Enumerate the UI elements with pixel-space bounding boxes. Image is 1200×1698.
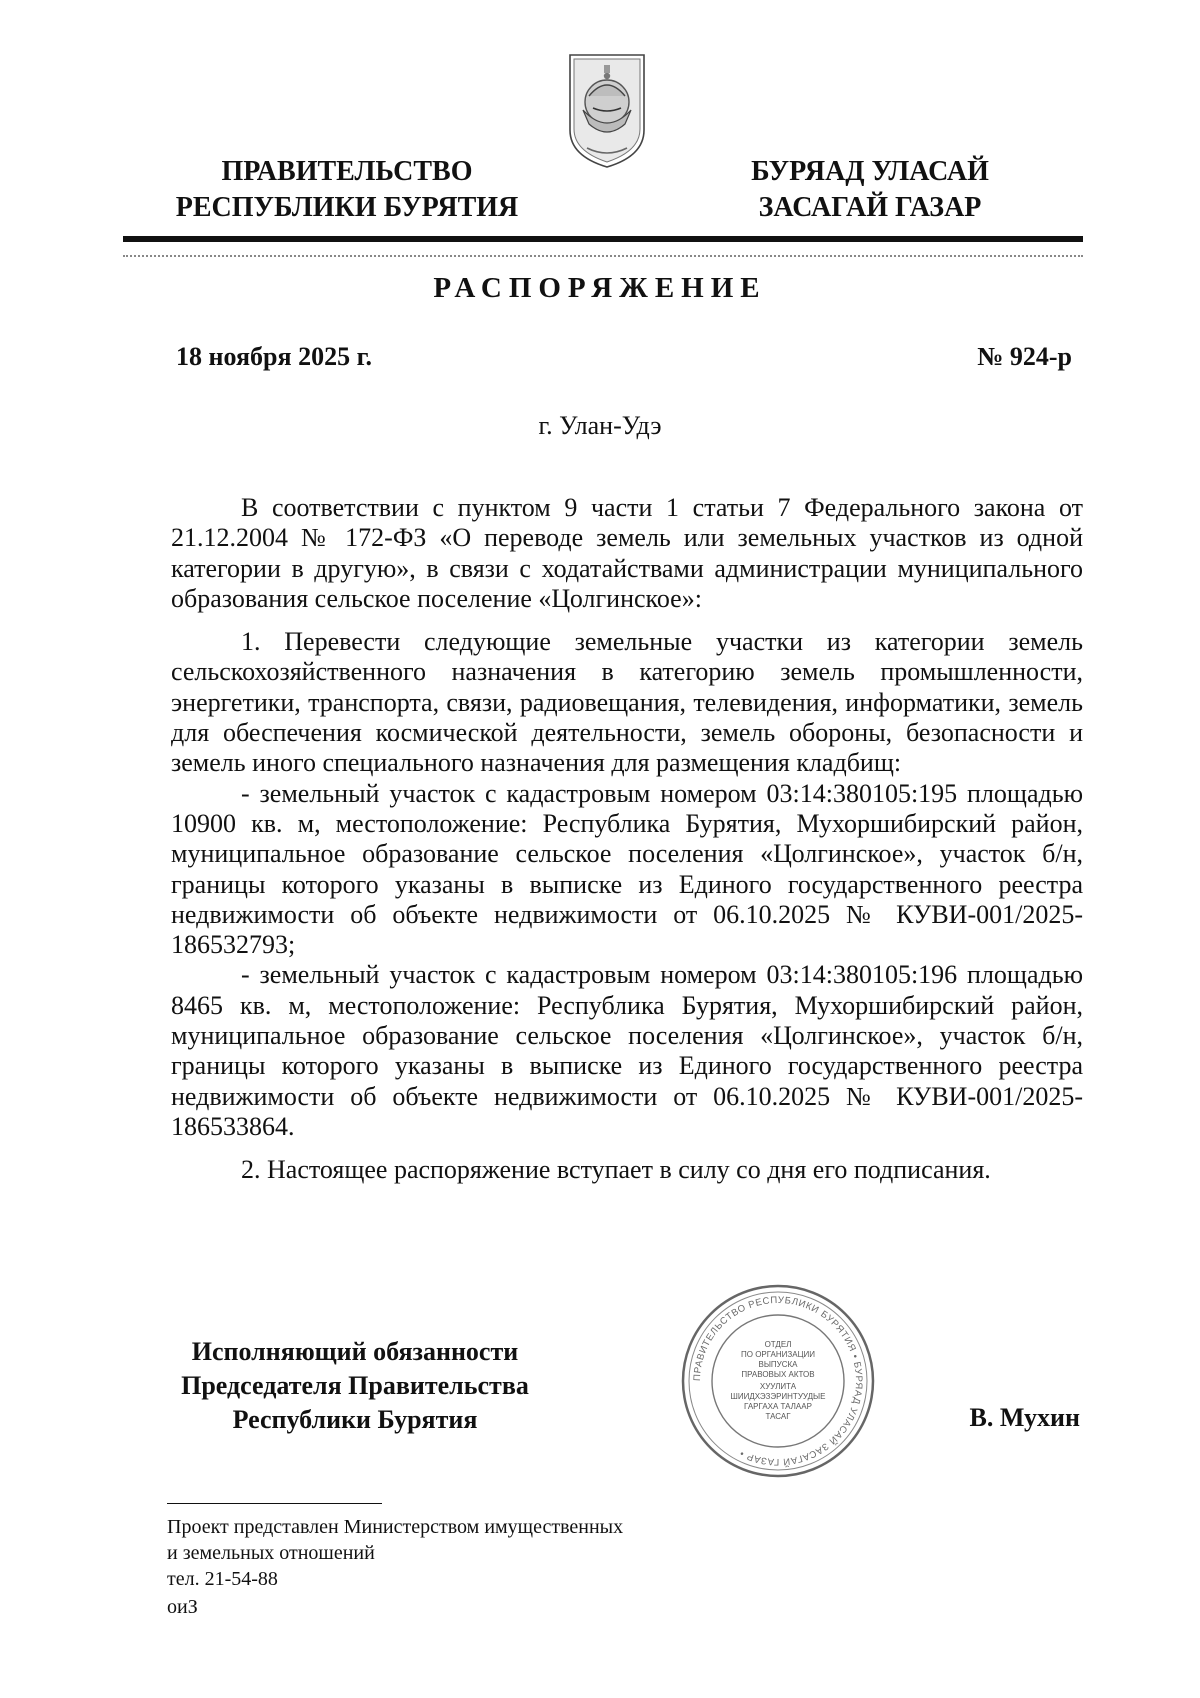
document-city: г. Улан-Удэ [538, 411, 662, 440]
seal-center-line: ПО ОРГАНИЗАЦИИ [741, 1350, 815, 1359]
seal-center-line: ГАРГАХА ТАЛААР [744, 1402, 812, 1411]
signatory-position-line: Республики Бурятия [232, 1405, 478, 1434]
seal-center-line: ВЫПУСКА [758, 1360, 798, 1369]
plot-2-paragraph: - земельный участок с кадастровым номером 03:14:380105:196 площадью 8465 кв. м, местоположение: Республика Бурятия, Мухоршибирский район, муниципальное образование сельское поселения «Цолгинское», участок б/н, границы которого указаны в выписке из Единого государственного реестра недвижимости об объекте недвижимости от 06.10.2025 № КУВИ-001/2025-186533864. [171, 960, 1083, 1141]
document-title: РАСПОРЯЖЕНИЕ [433, 272, 767, 304]
document-date: 18 ноября 2025 г. [176, 342, 372, 371]
item-2-paragraph: 2. Настоящее распоряжение вступает в силу со дня его подписания. [241, 1155, 991, 1185]
signatory-name: В. Мухин [969, 1403, 1080, 1432]
seal-center-line: ОТДЕЛ [764, 1340, 792, 1349]
signatory-position [155, 1335, 555, 1437]
seal-ring-text: ПРАВИТЕЛЬСТВО РЕСПУБЛИКИ БУРЯТИЯ • БУРЯАД УЛАСАЙ ЗАСАГАЙ ГАЗАР • [691, 1294, 865, 1468]
project-note-line: тел. 21-54-88 [167, 1568, 278, 1590]
footnote-divider [167, 1503, 382, 1504]
header-divider [123, 236, 1083, 242]
org-name-buryat-line: ЗАСАГАЙ ГАЗАР [758, 192, 982, 223]
org-name-russian-line: РЕСПУБЛИКИ БУРЯТИЯ [175, 192, 519, 223]
org-name-russian [152, 154, 542, 226]
seal-center-line: ТАСАГ [765, 1412, 791, 1421]
org-name-buryat-line: БУРЯАД УЛАСАЙ [751, 156, 989, 187]
project-note-line: и земельных отношений [167, 1542, 375, 1564]
seal-center-line: ПРАВОВЫХ АКТОВ [741, 1370, 815, 1379]
signatory-position-line: Исполняющий обязанности [191, 1337, 519, 1366]
org-name-buryat [700, 154, 1040, 226]
seal-center-line: ХУУЛИТА [759, 1382, 797, 1391]
header-dotted-divider [123, 255, 1083, 257]
document-number: № 924-р [977, 342, 1072, 371]
seal-center-line: ШИИДХЭЗЭРИНТУУДЫЕ [730, 1392, 826, 1401]
preamble-paragraph: В соответствии с пунктом 9 части 1 статьи 7 Федерального закона от 21.12.2004 № 172-ФЗ «О переводе земель или земельных участков из одной категории в другую», в связи с ходатайствами администрации муниципального образования сельское поселение «Цолгинское»: [171, 493, 1083, 613]
official-seal-icon [680, 1283, 876, 1479]
document-body [171, 493, 1083, 1186]
plot-1-paragraph: - земельный участок с кадастровым номером 03:14:380105:195 площадью 10900 кв. м, местоположение: Республика Бурятия, Мухоршибирский район, муниципальное образование сельское поселения «Цолгинское», участок б/н, границы которого указаны в выписке из Единого государственного реестра недвижимости об объекте недвижимости от 06.10.2025 № КУВИ-001/2025-186532793; [171, 778, 1083, 960]
project-note-line: Проект представлен Министерством имущественных [167, 1516, 624, 1538]
item-1-paragraph: 1. Перевести следующие земельные участки из категории земель сельскохозяйственного назначения в категорию земель промышленности, энергетики, транспорта, связи, радиовещания, телевидения, информатики, земель для обеспечения космической деятельности, земель обороны, безопасности и земель иного специального назначения для размещения кладбищ: [171, 627, 1083, 778]
project-note [167, 1514, 623, 1592]
org-name-russian-line: ПРАВИТЕЛЬСТВО [221, 156, 473, 187]
coat-of-arms-icon [567, 52, 647, 170]
signatory-position-line: Председателя Правительства [181, 1371, 529, 1400]
executor-code: оиЗ [167, 1596, 198, 1618]
